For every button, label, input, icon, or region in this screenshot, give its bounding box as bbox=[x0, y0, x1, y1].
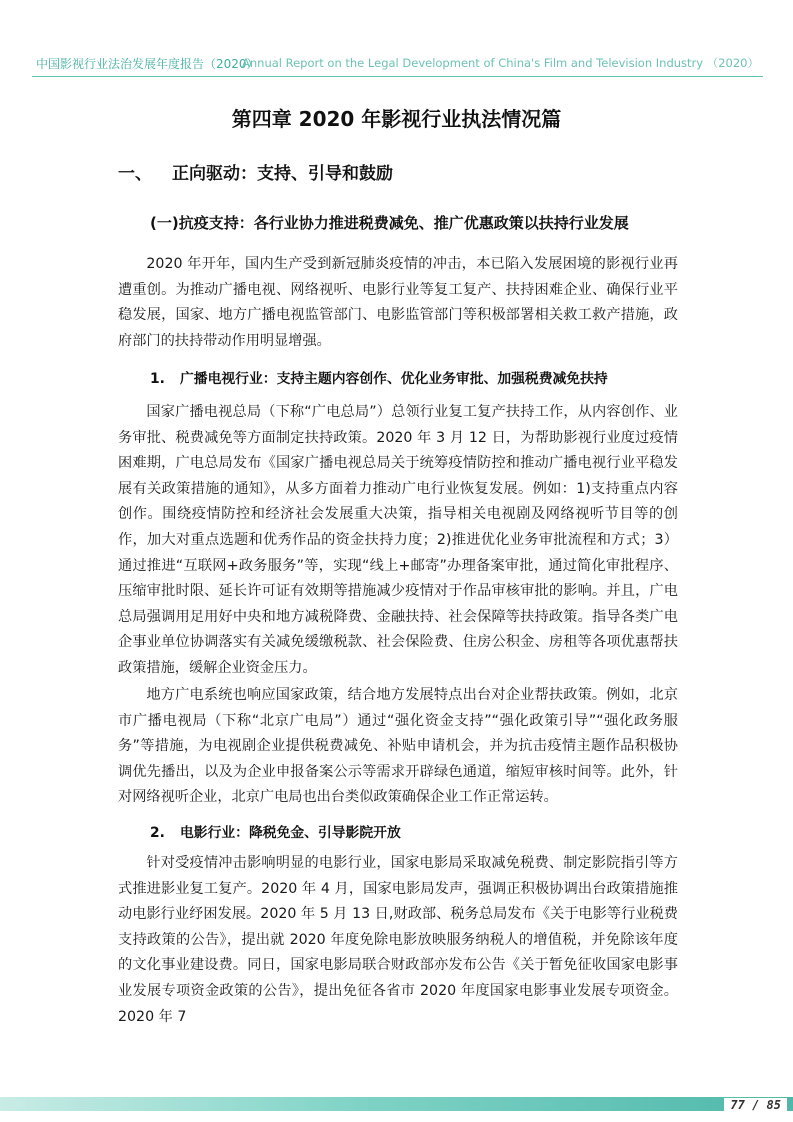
item-number: 1. bbox=[150, 371, 165, 387]
chapter-title: 第四章 2020 年影视行业执法情况篇 bbox=[231, 107, 562, 131]
item-title: 广播电视行业：支持主题内容创作、优化业务审批、加强税费减免扶持 bbox=[180, 371, 608, 387]
section-heading bbox=[118, 159, 393, 184]
header-report-title-cn: 中国影视行业法治发展年度报告（2020） bbox=[36, 57, 259, 71]
item-title: 电影行业：降税免金、引导影院开放 bbox=[180, 825, 401, 841]
section-number: 一、 bbox=[118, 164, 152, 184]
item-heading-film bbox=[150, 821, 401, 841]
subsection-heading: (一)抗疫支持：各行业协力推进税费减免、推广优惠政策以扶持行业发展 bbox=[150, 214, 629, 232]
page-number: 77 / 85 bbox=[724, 1098, 787, 1112]
item-number: 2. bbox=[150, 825, 165, 841]
running-header bbox=[32, 54, 763, 77]
footer-bar bbox=[0, 1097, 793, 1111]
paragraph-film-policy: 针对受疫情冲击影响明显的电影行业，国家电影局采取减免税费、制定影院指引等方式推进影业复工复产。2020 年 4 月，国家电影局发声，强调正积极协调出台政策措施推动电影行业纾困发展。2020 年 5 月 13 日,财政部、税务总局发布《关于电影等行业税费支持政策的公告》，提出就 2020 年度免除电影放映服务纳税人的增值税，并免除该年度的文化事业建设费。同日，国家电影局联合财政部亦发布公告《关于暂免征收国家电影事业发展专项资金政策的公告》，提出免征各省市 2020 年度国家电影事业发展专项资金。2020 年 7 bbox=[118, 855, 678, 1025]
item-heading-broadcast bbox=[150, 367, 608, 387]
section-title: 正向驱动：支持、引导和鼓励 bbox=[172, 164, 393, 184]
paragraph-broadcast-policy: 国家广播电视总局（下称“广电总局”）总领行业复工复产扶持工作，从内容创作、业务审批、税费减免等方面制定扶持政策。2020 年 3 月 12 日，为帮助影视行业度过疫情困难期，广电总局发布《国家广播电视总局关于统筹疫情防控和推动广播电视行业平稳发展有关政策措施的通知》，从多方面着力推动广电行业恢复发展。例如：1)支持重点内容创作。围绕疫情防控和经济社会发展重大决策，指导相关电视剧及网络视听节目等的创作，加大对重点选题和优秀作品的资金扶持力度；2)推进优化业务审批流程和方式；3）通过推进“互联网+政务服务”等，实现“线上+邮寄”办理备案审批，通过简化审批程序、压缩审批时限、延长许可证有效期等措施减少疫情对于作品审核审批的影响。并且，广电总局强调用足用好中央和地方减税降费、金融扶持、社会保障等扶持政策。指导各类广电企事业单位协调落实有关减免缓缴税款、社会保险费、住房公积金、房租等各项优惠帮扶政策措施，缓解企业资金压力。 bbox=[118, 404, 678, 676]
paragraph-intro: 2020 年开年，国内生产受到新冠肺炎疫情的冲击，本已陷入发展困境的影视行业再遭重创。为推动广播电视、网络视听、电影行业等复工复产、扶持困难企业、确保行业平稳发展，国家、地方广播电视监管部门、电影监管部门等积极部署相关救工救产措施，政府部门的扶持带动作用明显增强。 bbox=[118, 256, 678, 349]
paragraph-beijing-policy: 地方广电系统也响应国家政策，结合地方发展特点出台对企业帮扶政策。例如，北京市广播电视局（下称“北京广电局”）通过“强化资金支持”“强化政策引导”“强化政务服务”等措施，为电视剧企业提供税费减免、补贴申请机会，并为抗击疫情主题作品积极协调优先播出，以及为企业申报备案公示等需求开辟绿色通道，缩短审核时间等。此外，针对网络视听企业，北京广电局也出台类似政策确保企业工作正常运转。 bbox=[118, 687, 678, 806]
header-report-title-en: Annual Report on the Legal Development of China's Film and Television Industry （2020） bbox=[242, 56, 759, 70]
